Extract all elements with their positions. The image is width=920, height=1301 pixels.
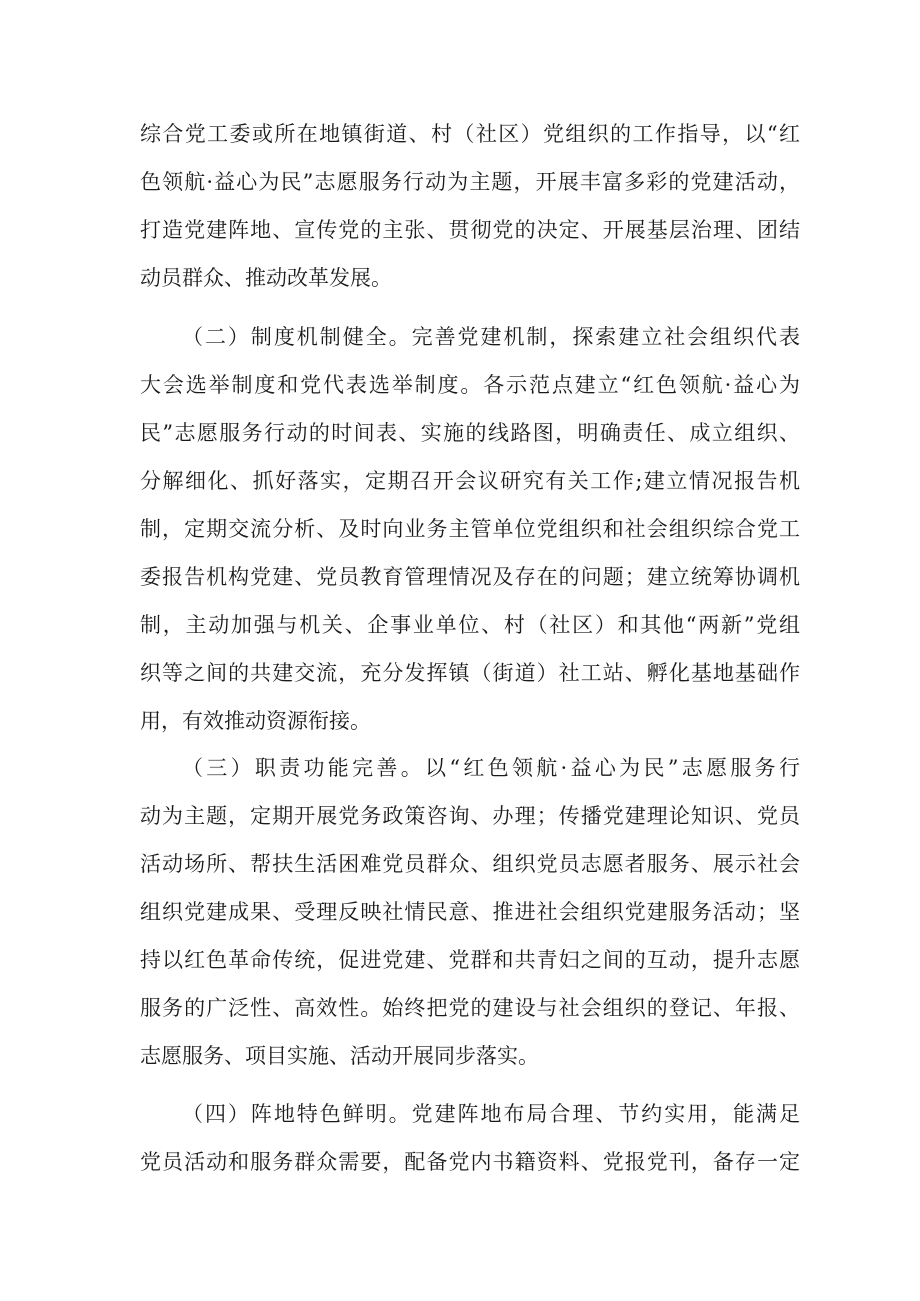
- section-heading-line: （二）制度机制健全。完善党建机制，探索建立社会组织代表: [182, 325, 800, 349]
- text-line: 色领航·益心为民”志愿服务行动为主题，开展丰富多彩的党建活动，: [140, 170, 800, 194]
- text-line: 织等之间的共建交流，充分发挥镇（街道）社工站、孵化基地基础作: [140, 661, 800, 685]
- text-line: 志愿服务、项目实施、活动开展同步落实。: [140, 1044, 539, 1068]
- text-line: 委报告机构党建、党员教育管理情况及存在的问题；建立统筹协调机: [140, 565, 800, 589]
- text-line: 组织党建成果、受理反映社情民意、推进社会组织党建服务活动；坚: [140, 900, 800, 924]
- text-line: 大会选举制度和党代表选举制度。各示范点建立“红色领航·益心为: [140, 373, 800, 397]
- text-line: 服务的广泛性、高效性。始终把党的建设与社会组织的登记、年报、: [140, 996, 800, 1020]
- text-line: 综合党工委或所在地镇街道、村（社区）党组织的工作指导，以“红: [140, 122, 800, 146]
- text-line: 制，定期交流分析、及时向业务主管单位党组织和社会组织综合党工: [140, 517, 800, 541]
- text-line: 持以红色革命传统，促进党建、党群和共青妇之间的互动，提升志愿: [140, 948, 800, 972]
- section-heading-line: （三）职责功能完善。以“红色领航·益心为民”志愿服务行: [182, 756, 800, 780]
- text-line: 制，主动加强与机关、企事业单位、村（社区）和其他“两新”党组: [140, 613, 800, 637]
- text-line: 党员活动和服务群众需要，配备党内书籍资料、党报党刊，备存一定: [140, 1150, 800, 1174]
- text-line: 活动场所、帮扶生活困难党员群众、组织党员志愿者服务、展示社会: [140, 852, 800, 876]
- text-line: 打造党建阵地、宣传党的主张、贯彻党的决定、开展基层治理、团结: [140, 218, 800, 242]
- section-heading-line: （四）阵地特色鲜明。党建阵地布局合理、节约实用，能满足: [182, 1102, 800, 1126]
- text-line: 分解细化、抓好落实，定期召开会议研究有关工作;建立情况报告机: [140, 469, 800, 493]
- text-line: 用，有效推动资源衔接。: [140, 709, 371, 733]
- text-line: 动员群众、推动改革发展。: [140, 266, 392, 290]
- text-line: 民”志愿服务行动的时间表、实施的线路图，明确责任、成立组织、: [140, 421, 800, 445]
- text-line: 动为主题，定期开展党务政策咨询、办理；传播党建理论知识、党员: [140, 804, 800, 828]
